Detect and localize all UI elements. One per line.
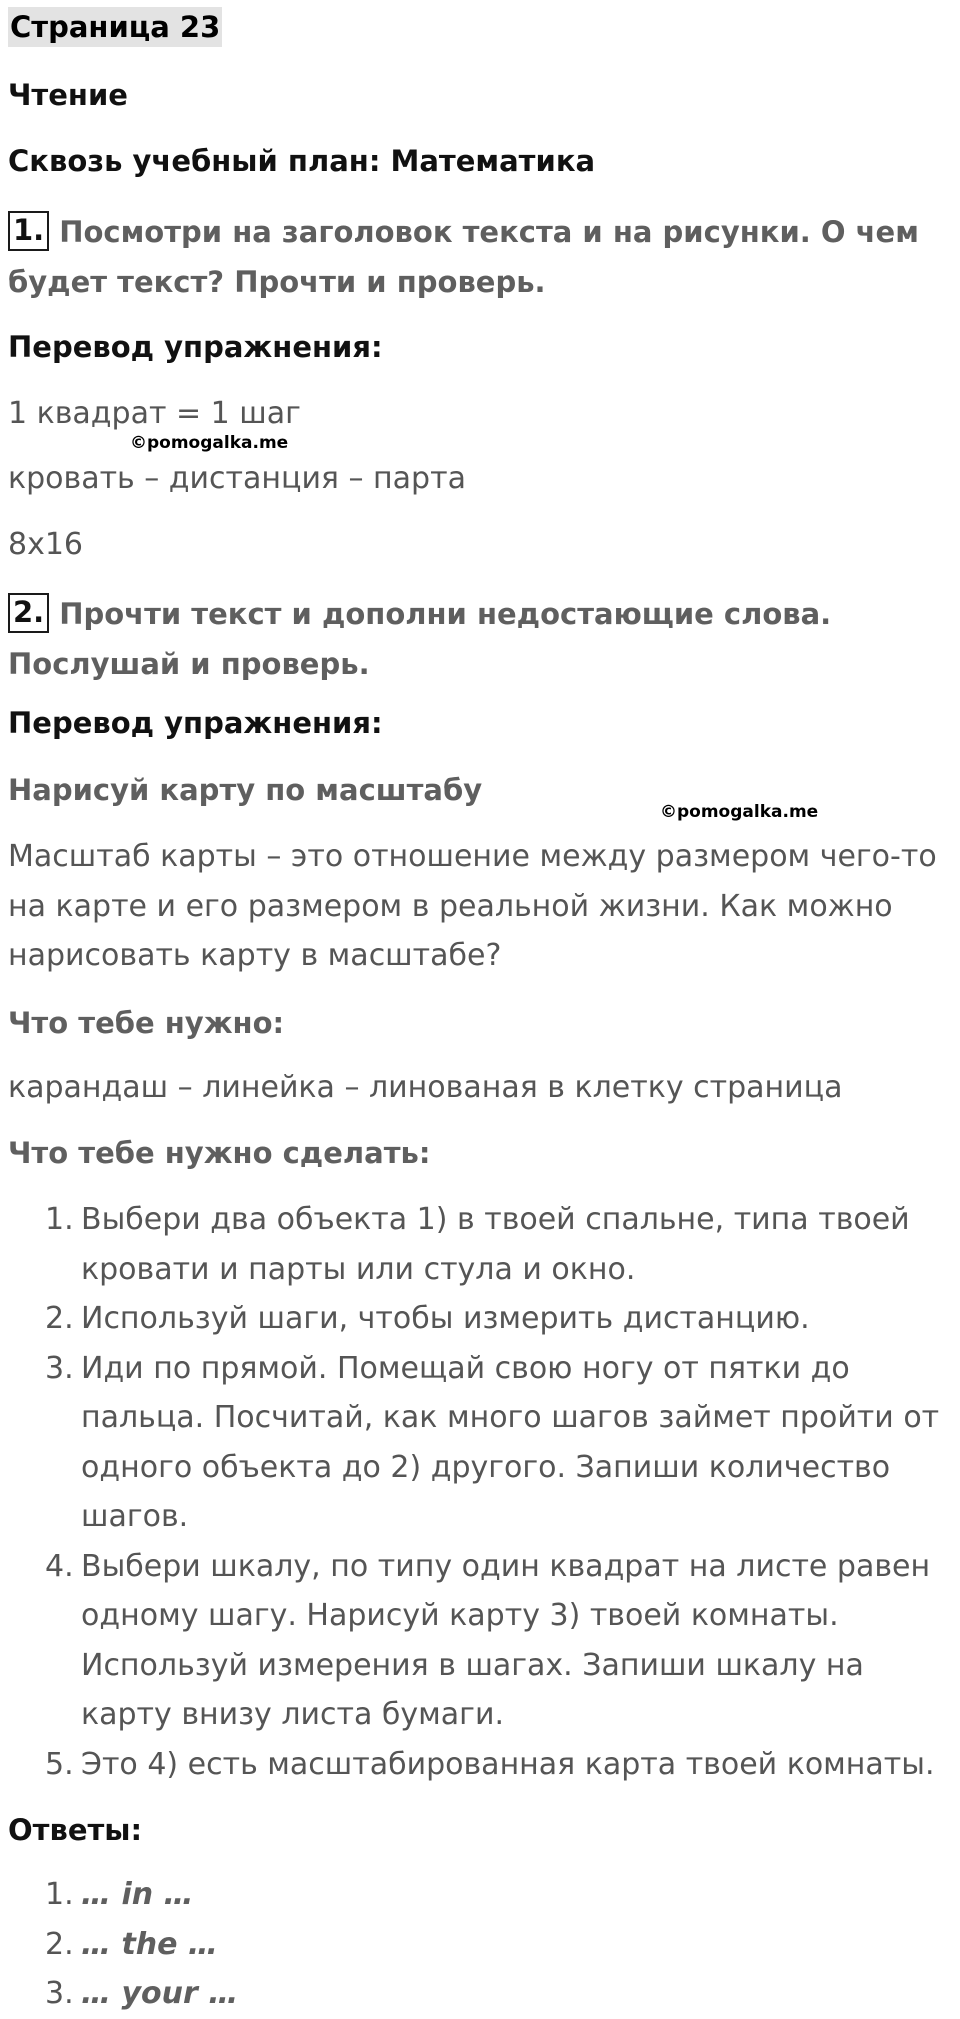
list-item	[8, 1542, 954, 1740]
task-2-number: 2.	[8, 593, 49, 633]
list-item	[8, 1740, 954, 1790]
steps-list	[8, 1195, 954, 1789]
answer-text: … your …	[81, 1976, 239, 2011]
answer-number: 1.	[45, 1877, 74, 1912]
need-heading: Что тебе нужно:	[8, 1006, 285, 1040]
task-2-translation-heading: Перевод упражнения:	[8, 706, 383, 740]
task-1-line-1: 1 квадрат = 1 шаг	[8, 396, 301, 431]
task-1-line-2: кровать – дистанция – парта	[8, 461, 466, 496]
text-intro: Масштаб карты – это отношение между размером чего-то на карте и его размером в реальной жизни. Как можно нарисовать карту в масштабе?	[8, 839, 937, 973]
do-heading: Что тебе нужно сделать:	[8, 1136, 431, 1170]
page-number-label: Страница 23	[8, 7, 222, 47]
step-number: 3.	[45, 1350, 74, 1386]
answers-heading: Ответы:	[8, 1813, 143, 1847]
section-title: Чтение	[8, 78, 128, 112]
answer-number: 2.	[45, 1926, 74, 1962]
task-1-line-3: 8x16	[8, 527, 84, 562]
step-number: 1.	[45, 1202, 74, 1237]
task-1-number: 1.	[8, 211, 49, 251]
answer-text: … in …	[81, 1877, 194, 1912]
watermark: ©pomogalka.me	[660, 802, 819, 822]
list-item	[8, 1195, 954, 1294]
answers-list	[8, 1870, 608, 2019]
step-number: 5.	[45, 1746, 74, 1782]
step-number: 2.	[45, 1301, 74, 1336]
list-item	[8, 1294, 954, 1344]
task-1-instruction: Посмотри на заголовок текста и на рисунки. О чем будет текст? Прочти и проверь.	[8, 215, 919, 299]
text-title: Нарисуй карту по масштабу	[8, 773, 483, 807]
step-text: Выбери шкалу, по типу один квадрат на листе равен одному шагу. Нарисуй карту 3) твоей комнаты. Используй измерения в шагах. Запиши шкалу на карту внизу листа бумаги.	[81, 1548, 931, 1732]
step-text: Выбери два объекта 1) в твоей спальне, типа твоей кровати и парты или стула и окно.	[81, 1202, 910, 1287]
step-text: Иди по прямой. Помещай свою ногу от пятки до пальца. Посчитай, как много шагов займет пройти от одного объекта до 2) другого. Запиши количество шагов.	[81, 1350, 940, 1534]
list-item	[8, 1969, 608, 2019]
list-item	[8, 1344, 954, 1542]
step-text: Это 4) есть масштабированная карта твоей комнаты.	[81, 1746, 935, 1782]
answer-number: 3.	[45, 1976, 74, 2011]
task-2	[8, 589, 954, 689]
list-item	[8, 1870, 608, 1920]
list-item	[8, 1920, 608, 1970]
need-list: карандаш – линейка – линованая в клетку страница	[8, 1070, 843, 1105]
curriculum-title: Сквозь учебный план: Математика	[8, 144, 596, 178]
task-2-instruction: Прочти текст и дополни недостающие слова. Послушай и проверь.	[8, 597, 832, 681]
answer-text: … the …	[81, 1926, 218, 1962]
step-number: 4.	[45, 1548, 74, 1584]
step-text: Используй шаги, чтобы измерить дистанцию.	[81, 1301, 810, 1336]
task-1-translation-heading: Перевод упражнения:	[8, 330, 383, 364]
watermark: ©pomogalka.me	[130, 433, 289, 453]
task-1	[8, 207, 954, 307]
